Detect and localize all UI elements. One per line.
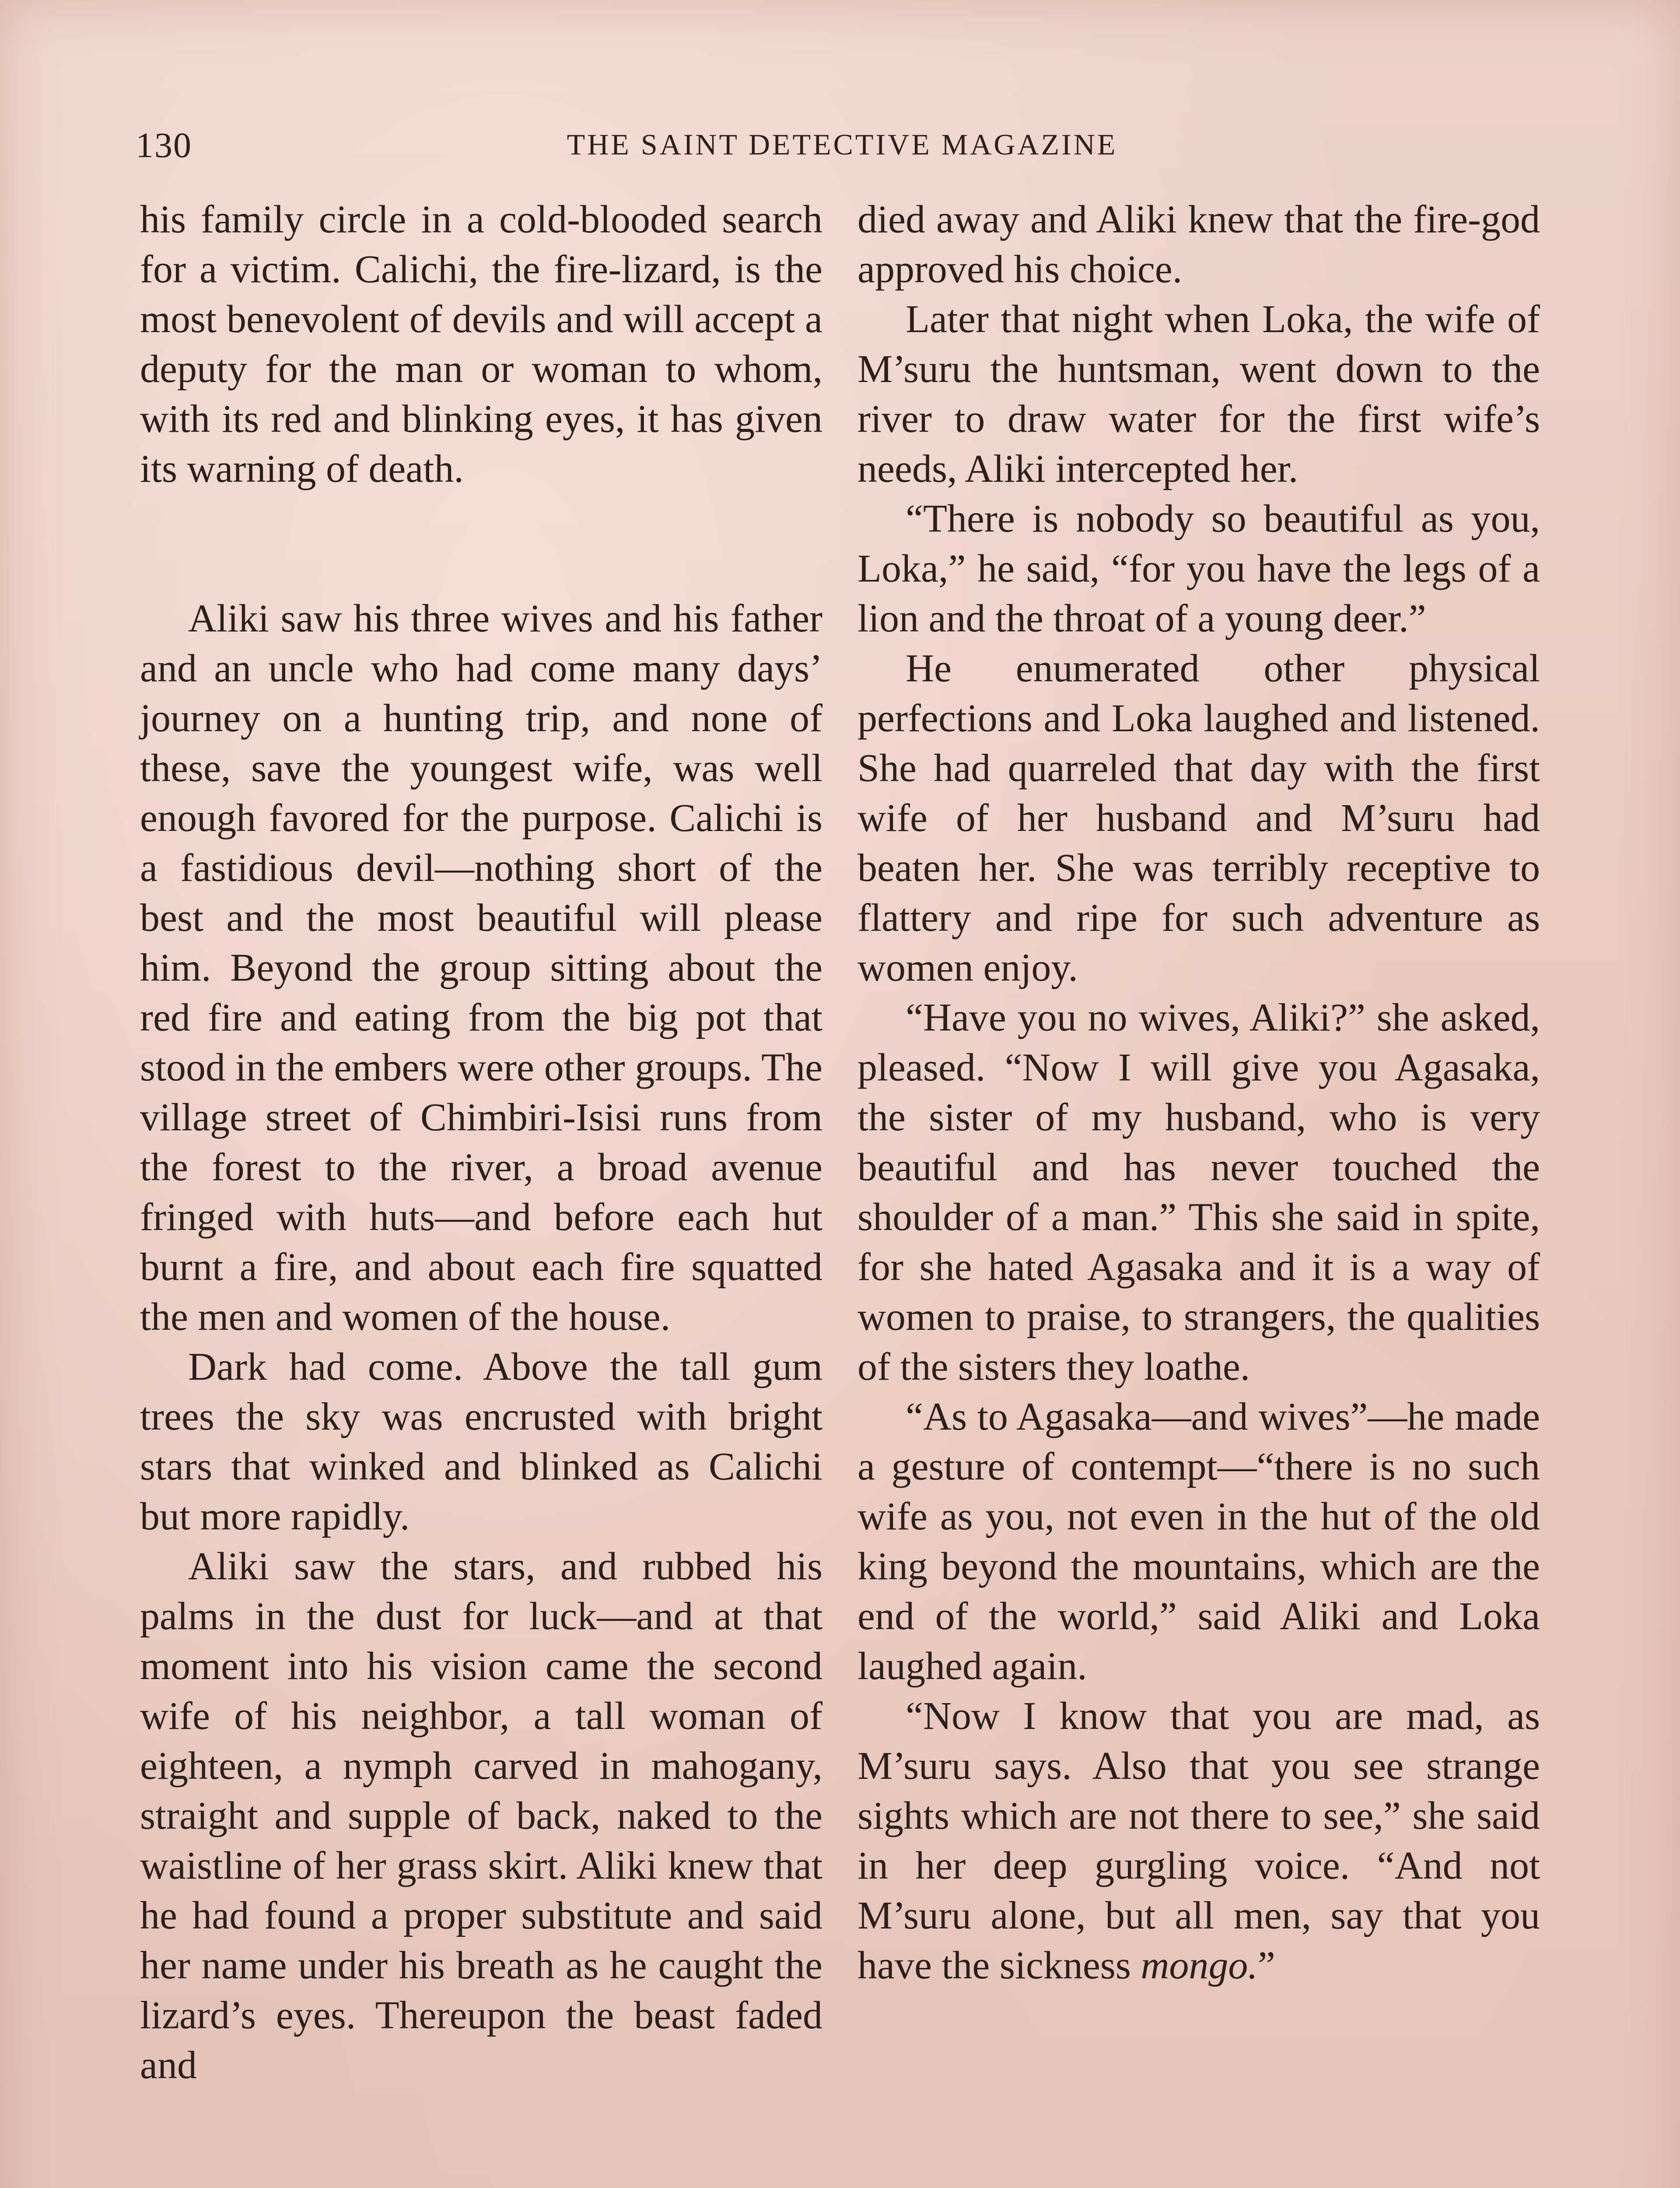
page-header [136,125,1549,173]
paragraph: He enumerated other physical perfections and Loka laughed and listened. She had quarreled that day with the first wife of her husband and M’suru had beaten her. She was terribly receptive to flattery and ripe for such adventure as women enjoy. [858,647,1540,989]
left-column [140,195,822,2090]
paragraph: his family circle in a cold-blooded search for a victim. Calichi, the fire-lizard, is the most benevolent of devils and will accept a deputy for the man or woman to whom, with its red and blinking eyes, it has given its warning of death. [140,198,822,491]
paragraph-text: “Now I know that you are mad, as M’suru says. Also that you see strange sights which are not there to see,” she said in her deep gurgling voice. “And not M’suru alone, but all men, say that you have the sickness [858,1694,1540,1987]
italic-word: mongo. [1141,1944,1258,1987]
paragraph: Dark had come. Above the tall gum trees the sky was encrusted with bright stars that winked and blinked as Calichi but more rapidly. [140,1345,822,1538]
right-column [858,195,1540,1991]
paragraph: “There is nobody so beautiful as you, Loka,” he said, “for you have the legs of a lion and the throat of a young deer.” [858,497,1540,640]
paragraph: Later that night when Loka, the wife of M’suru the huntsman, went down to the river to draw water for the first wife’s needs, Aliki intercepted her. [858,298,1540,491]
running-title: THE SAINT DETECTIVE MAGAZINE [567,128,1118,161]
closing-quote: ” [1257,1944,1275,1987]
page-number: 130 [136,125,192,165]
paragraph: “As to Agasaka—and wives”—he made a gesture of contempt—“there is no such wife as you, not even in the hut of the old king beyond the mountains, which are the end of the world,” said Aliki and Loka laughed again. [858,1395,1540,1688]
paragraph: “Have you no wives, Aliki?” she asked, pleased. “Now I will give you Agasaka, the sister of my husband, who is very beautiful and has never touched the shoulder of a man.” This she said in spite, for she hated Agasaka and it is a way of women to praise, to strangers, the qualities of the sisters they loathe. [858,996,1540,1389]
paragraph: Aliki saw the stars, and rubbed his palms in the dust for luck—and at that moment into his vision came the second wife of his neighbor, a tall woman of eighteen, a nymph carved in mahogany, straight and supple of back, naked to the waistline of her grass skirt. Aliki knew that he had found a proper substitute and said her name under his breath as he caught the lizard’s eyes. Thereupon the beast faded and [140,1545,822,2087]
paragraph: Aliki saw his three wives and his father and an uncle who had come many days’ journey on a hunting trip, and none of these, save the youngest wife, was well enough favored for the purpose. Calichi is a fastidious devil—nothing short of the best and the most beautiful will please him. Beyond the group sitting about the red fire and eating from the big pot that stood in the embers were other groups. The village street of Chimbiri-Isisi runs from the forest to the river, a broad avenue fringed with huts—and before each hut burnt a fire, and about each fire squatted the men and women of the house. [140,597,822,1339]
paragraph: died away and Aliki knew that the fire-god approved his choice. [858,198,1540,291]
paragraph [858,1691,1540,1991]
